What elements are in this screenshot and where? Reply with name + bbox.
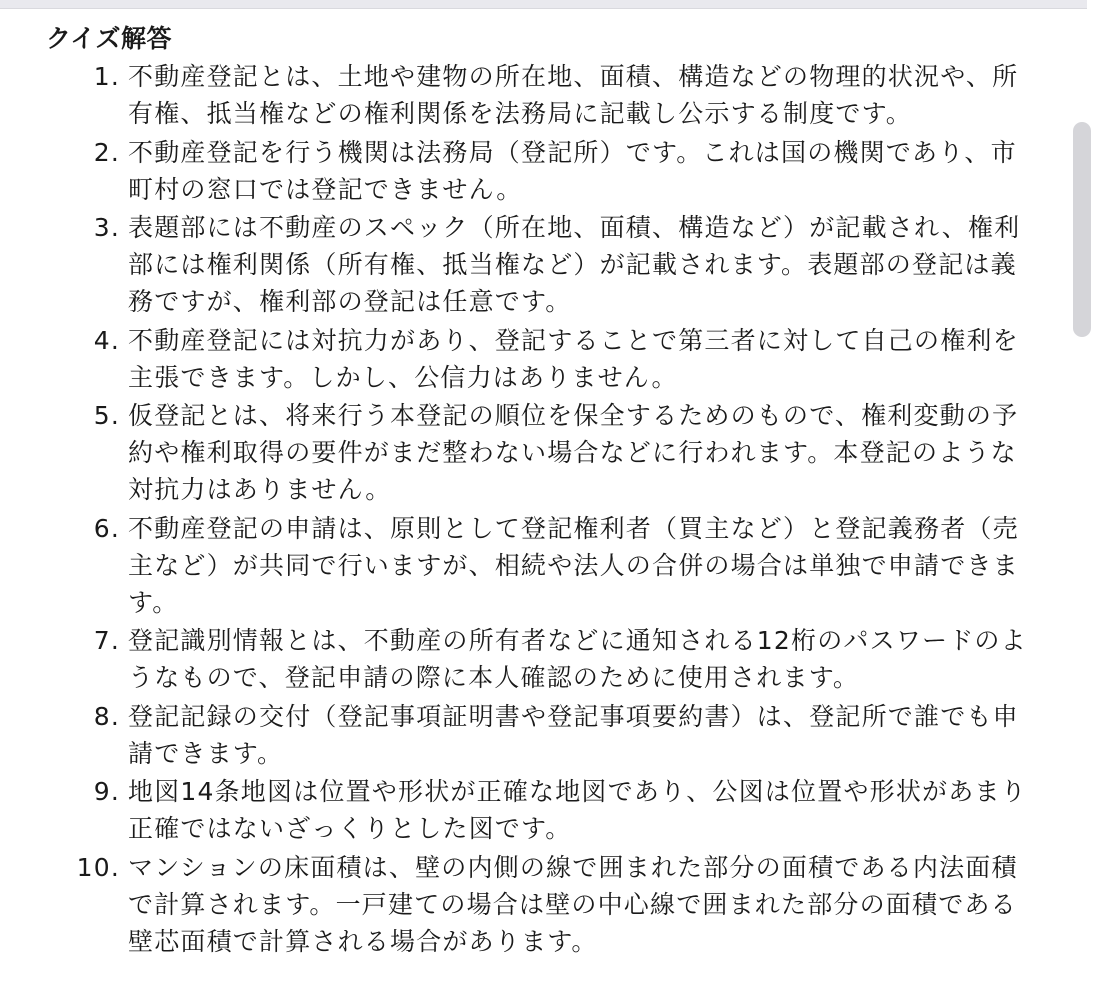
- answer-number: 9.: [93, 777, 120, 806]
- answer-text: 仮登記とは、将来行う本登記の順位を保全するためのもので、権利変動の予約や権利取得の要件がまだ整わない場合などに行われます。本登記のような対抗力はありません。: [128, 401, 1019, 504]
- answer-text: 登記記録の交付（登記事項証明書や登記事項要約書）は、登記所で誰でも申請できます。: [128, 701, 1019, 768]
- answer-item-9: [46, 773, 1036, 847]
- answer-number: 1.: [93, 62, 120, 91]
- answer-number: 8.: [93, 701, 120, 731]
- answer-number: 4.: [93, 325, 120, 355]
- answer-item-5: [46, 397, 1036, 508]
- top-divider: [0, 0, 1092, 9]
- answer-text: 不動産登記とは、土地や建物の所在地、面積、構造などの物理的状況や、所有権、抵当権などの権利関係を法務局に記載し公示する制度です。: [128, 62, 1019, 128]
- answer-text: 不動産登記を行う機関は法務局（登記所）です。これは国の機関であり、市町村の窓口では登記できません。: [128, 137, 1017, 204]
- answer-text: マンションの床面積は、壁の内側の線で囲まれた部分の面積である内法面積で計算されます。一戸建ての場合は壁の中心線で囲まれた部分の面積である壁芯面積で計算される場合があります。: [128, 852, 1018, 956]
- section-title: クイズ解答: [46, 24, 173, 53]
- answer-item-3: [46, 209, 1036, 320]
- answer-number: 10.: [76, 852, 120, 882]
- answer-number: 2.: [93, 137, 120, 167]
- answer-number: 6.: [93, 513, 120, 543]
- answers-list: [46, 58, 1036, 960]
- answer-number: 5.: [93, 401, 120, 430]
- answer-text: 表題部には不動産のスペック（所在地、面積、構造など）が記載され、権利部には権利関係（所有権、抵当権など）が記載されます。表題部の登記は義務ですが、権利部の登記は任意です。: [128, 213, 1021, 316]
- answer-item-4: [46, 322, 1036, 396]
- answer-item-1: [46, 58, 1036, 132]
- answer-text: 不動産登記の申請は、原則として登記権利者（買主など）と登記義務者（売主など）が共同で行いますが、相続や法人の合併の場合は単独で申請できます。: [128, 513, 1019, 617]
- answer-item-8: [46, 698, 1036, 772]
- answer-number: 7.: [93, 626, 120, 655]
- answer-number: 3.: [93, 213, 120, 242]
- answer-item-2: [46, 134, 1036, 208]
- answer-item-10: [46, 849, 1036, 960]
- quiz-answers-section: [46, 20, 1036, 961]
- answer-item-7: [46, 622, 1036, 696]
- scrollbar-thumb[interactable]: [1073, 122, 1091, 337]
- answer-text: 不動産登記には対抗力があり、登記することで第三者に対して自己の権利を主張できます。しかし、公信力はありません。: [128, 325, 1019, 392]
- answer-text: 登記識別情報とは、不動産の所有者などに通知される12桁のパスワードのようなもので、登記申請の際に本人確認のために使用されます。: [128, 626, 1027, 692]
- answer-item-6: [46, 510, 1036, 621]
- answer-text: 地図14条地図は位置や形状が正確な地図であり、公図は位置や形状があまり正確ではないざっくりとした図です。: [128, 777, 1027, 843]
